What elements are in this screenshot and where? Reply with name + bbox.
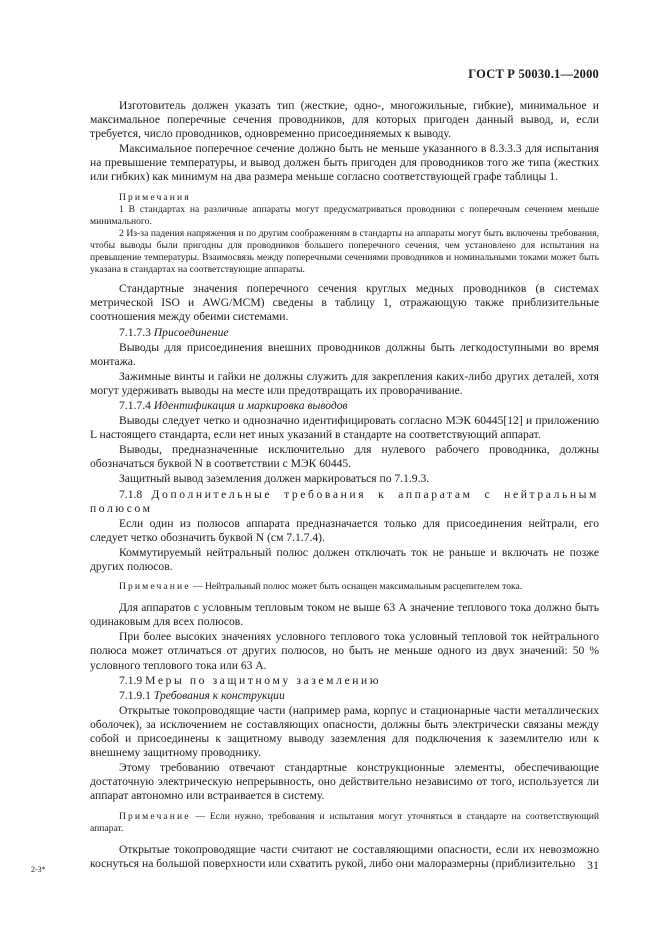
paragraph-standard-cross-sections: Стандартные значения поперечного сечения круглых медных проводников (в системах метрической ISO и AWG/MCM) сведены в таблицу 1, отражающую также приблизительные соотношения между обеими системами. xyxy=(90,282,599,324)
paragraph-higher-thermal-current: При более высоких значениях условного теплового тока условный тепловой ток нейтрального полюса может отличаться от других полюсов, но быть не меньше одного из двух значений: 50 % условного теплового тока или 63 А. xyxy=(90,630,599,672)
paragraph-manufacturer-terminal-type: Изготовитель должен указать тип (жесткие, одно-, многожильные, гибкие), минимальное и максимальное поперечные сечения проводников, для которых пригоден данный вывод, и, если требуется, число проводников, одновременно присоединяемых к выводу. xyxy=(90,99,599,141)
page-number: 31 xyxy=(587,858,599,872)
paragraph-terminal-identification: Выводы следует четко и однозначно идентифицировать согласно МЭК 60445[12] и приложению L настоящего стандарта, если нет иных указаний в стандарте на соответствующий аппарат. xyxy=(90,414,599,442)
paragraph-clamping-screws: Зажимные винты и гайки не должны служить для закрепления каких-либо других деталей, хотя могут удерживать выводы на месте или предотвращать их проворачивание. xyxy=(90,369,599,397)
paragraph-switched-neutral-pole: Коммутируемый нейтральный полюс должен отключать ток не раньше и включать не позже других полюсов. xyxy=(90,545,599,573)
section-heading-7-1-7-3: 7.1.7.3 Присоединение xyxy=(119,325,229,339)
page-header-title: ГОСТ Р 50030.1—2000 xyxy=(468,67,599,81)
paragraph-max-cross-section: Максимальное поперечное сечение должно быть не меньше указанного в 8.3.3.3 для испытания на превышение температуры, и вывод должен быть пригоден для проводников того же типа (жестких или гибких) как минимум на два размера меньше согласно соответствующей графе таблицы 1. xyxy=(90,142,599,184)
paragraph-neutral-pole-designation: Если один из полюсов аппарата предназначается только для присоединения нейтрали, его следует четко обозначить буквой N (см 7.1.7.4). xyxy=(90,516,599,544)
paragraph-thermal-current-63a: Для аппаратов с условным тепловым током не выше 63 А значение теплового тока должно быть одинаковым для всех полюсов. xyxy=(90,601,599,629)
paragraph-protective-earth-marking: Защитный вывод заземления должен маркироваться по 7.1.9.3. xyxy=(119,472,430,486)
paragraph-neutral-terminal-marking: Выводы, предназначенные исключительно для нулевого рабочего проводника, должны обозначаться буквой N в соответствии с МЭК 60445. xyxy=(90,443,599,471)
section-heading-7-1-7-4: 7.1.7.4 Идентификация и маркировка выводов xyxy=(119,398,348,412)
section-heading-7-1-9: 7.1.9 Меры по защитному заземлению xyxy=(119,673,382,687)
note-requirements-clarified: Примечание — Если нужно, требования и испытания могут уточняться в стандарте на соответствующий аппарат. xyxy=(90,810,599,834)
note-neutral-pole: Примечание — Нейтральный полюс может быть оснащен максимальным расцепителем тока. xyxy=(119,581,523,593)
page-content xyxy=(90,99,599,872)
section-heading-7-1-8: 7.1.8 Дополнительные требования к аппаратам с нейтральным полюсом xyxy=(90,487,599,515)
paragraph-structural-elements: Этому требованию отвечают стандартные конструкционные элементы, обеспечивающие достаточную электрическую непрерывность, оно действительно независимо от того, используется ли аппарат автономно или встраивается в систему. xyxy=(90,761,599,803)
paragraph-non-hazardous-parts: Открытые токопроводящие части считают не составляющими опасности, если их невозможно коснуться на большой поверхности или схватить рукой, либо они малоразмерны (приблизительно xyxy=(90,842,599,870)
note-1: 1 В стандартах на различные аппараты могут предусматриваться проводники с поперечным сечением меньше минимального. xyxy=(90,203,599,227)
note-2: 2 Из-за падения напряжения и по другим соображениям в стандарты на аппараты могут быть включены требования, чтобы выводы были пригодны для проводников большего поперечного сечения, чем установлено для испытания на превышение температуры. Взаимосвязь между поперечными сечениями проводников и номинальными токами может быть указана в стандартах на соответствующие аппараты. xyxy=(90,227,599,276)
paragraph-accessible-terminals: Выводы для присоединения внешних проводников должны быть легкодоступными во время монтажа. xyxy=(90,340,599,368)
section-heading-7-1-9-1: 7.1.9.1 Требования к конструкции xyxy=(119,688,285,702)
footer-sheet-mark: 2-3* xyxy=(31,865,46,874)
paragraph-exposed-conductive-parts: Открытые токопроводящие части (например рама, корпус и стационарные части металлических оболочек), за исключением не составляющих опасности, должны быть электрически связаны между собой и присоединены к защитному выводу заземления для подключения к заземлителю или к внешнему защитному проводнику. xyxy=(90,703,599,760)
notes-title: Примечания xyxy=(119,191,191,203)
